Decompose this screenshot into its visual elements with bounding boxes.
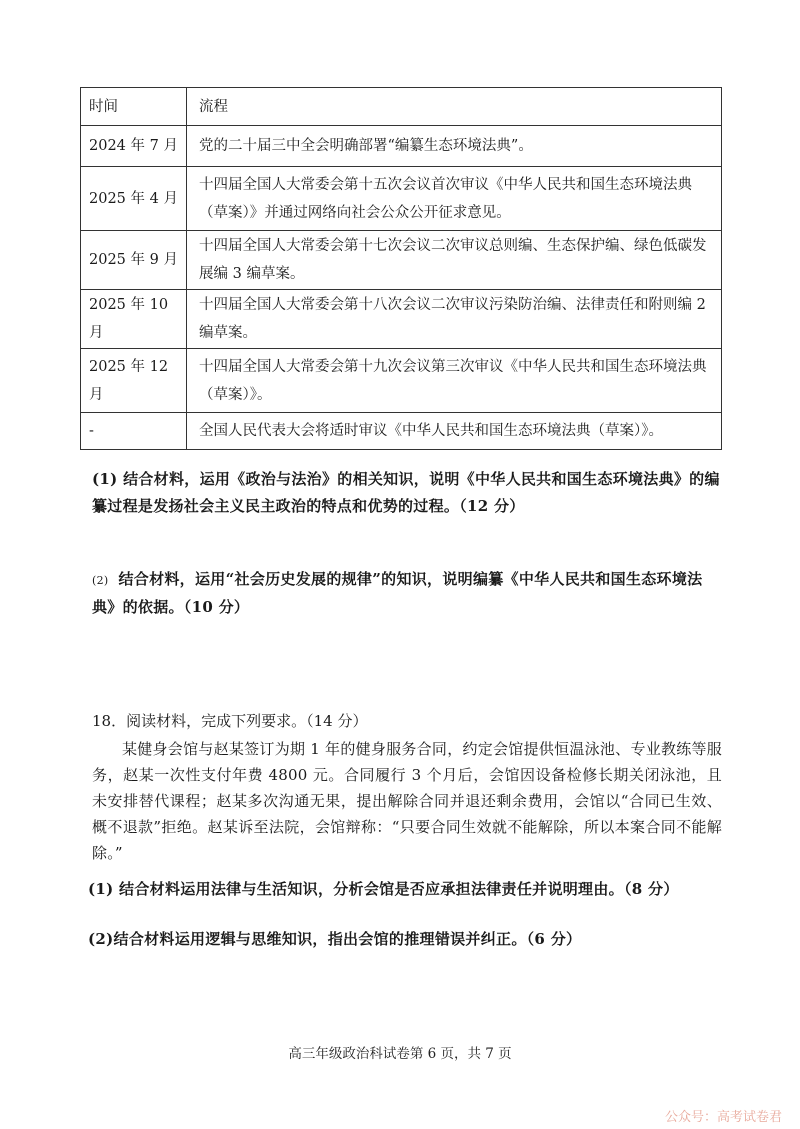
timeline-table <box>80 87 722 450</box>
question-18-part-1: (1) 结合材料运用法律与生活知识，分析会馆是否应承担法律责任并说明理由。（8 分） <box>88 880 679 898</box>
row-process: 十四届全国人大常委会第十七次会议二次审议总则编、生态保护编、绿色低碳发展编 3 编草案。 <box>187 231 722 290</box>
question-17-part-2 <box>92 566 722 621</box>
row-process: 党的二十届三中全会明确部署“编纂生态环境法典”。 <box>187 126 722 167</box>
table-header-row <box>81 88 722 126</box>
row-time: 2025 年 12 月 <box>81 349 187 413</box>
question-18-material: 某健身会馆与赵某签订为期 1 年的健身服务合同，约定会馆提供恒温泳池、专业教练等服务，赵某一次性支付年费 4800 元。合同履行 3 个月后，会馆因设备检修长期关闭泳池，且未安排替代课程；赵某多次沟通无果，提出解除合同并退还剩余费用，会馆以“合同已生效、概不退款”拒绝。赵某诉至法院，会馆辩称：“只要合同生效就不能解除，所以本案合同不能解除。” <box>92 740 722 862</box>
row-time: 2025 年 4 月 <box>81 167 187 231</box>
row-time: 2025 年 10 月 <box>81 290 187 349</box>
table-row <box>81 349 722 413</box>
question-17-part-1 <box>92 466 722 520</box>
row-time: - <box>81 413 187 450</box>
watermark: 公众号：高考试卷君 <box>664 1110 782 1125</box>
page-footer: 高三年级政治科试卷第 6 页，共 7 页 <box>288 1046 512 1062</box>
question-18-title: 18．阅读材料，完成下列要求。（14 分） <box>92 712 368 730</box>
row-process: 十四届全国人大常委会第十九次会议第三次审议《中华人民共和国生态环境法典（草案）》。 <box>187 349 722 413</box>
table-row <box>81 290 722 349</box>
question-17-part-1-text: 结合材料，运用《政治与法治》的相关知识，说明《中华人民共和国生态环境法典》的编纂过程是发扬社会主义民主政治的特点和优势的过程。（12 分） <box>92 470 720 515</box>
question-17-part-1-number: (1) <box>92 470 118 488</box>
question-17-part-2-number: (2) <box>92 574 109 587</box>
row-time: 2025 年 9 月 <box>81 231 187 290</box>
table-row <box>81 167 722 231</box>
header-process: 流程 <box>187 88 722 126</box>
table-row <box>81 231 722 290</box>
row-process: 十四届全国人大常委会第十八次会议二次审议污染防治编、法律责任和附则编 2 编草案。 <box>187 290 722 349</box>
row-time: 2024 年 7 月 <box>81 126 187 167</box>
table-row <box>81 413 722 450</box>
row-process: 十四届全国人大常委会第十五次会议首次审议《中华人民共和国生态环境法典（草案）》并通过网络向社会公众公开征求意见。 <box>187 167 722 231</box>
table-row <box>81 126 722 167</box>
row-process: 全国人民代表大会将适时审议《中华人民共和国生态环境法典（草案）》。 <box>187 413 722 450</box>
question-17-part-2-text: 结合材料，运用“社会历史发展的规律”的知识，说明编纂《中华人民共和国生态环境法典》的依据。（10 分） <box>92 570 703 616</box>
question-18-part-2: (2)结合材料运用逻辑与思维知识，指出会馆的推理错误并纠正。（6 分） <box>88 930 582 948</box>
header-time: 时间 <box>81 88 187 126</box>
